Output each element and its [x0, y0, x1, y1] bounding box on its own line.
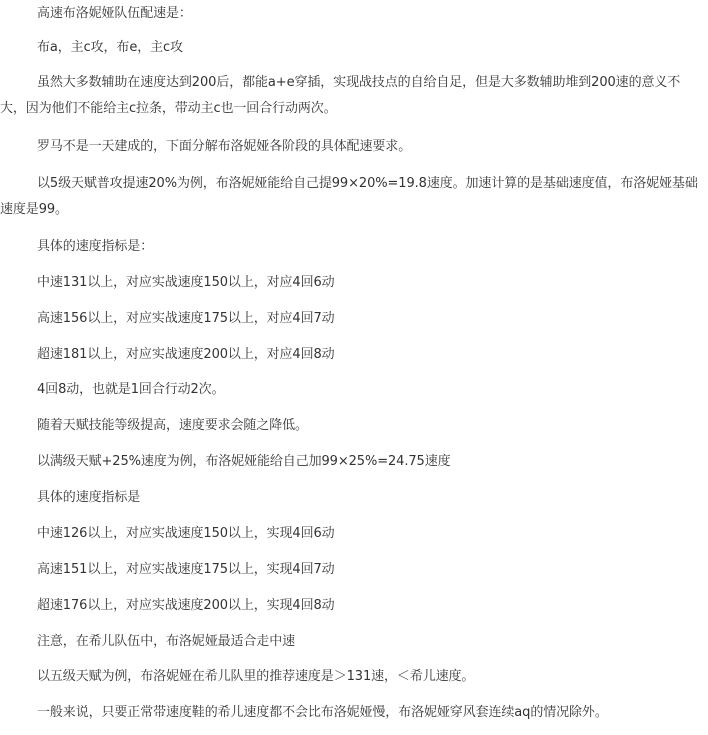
- paragraph-high-speed: 高速156以上，对应实战速度175以上，对应4回7动: [37, 311, 335, 326]
- paragraph-super-speed-2: 超速176以上，对应实战速度200以上，实现4回8动: [37, 598, 335, 613]
- paragraph-4-turns-8-actions: 4回8动，也就是1回合行动2次。: [37, 382, 225, 397]
- paragraph-general-note: 一般来说，只要正常带速度鞋的希儿速度都不会比布洛妮娅慢，布洛妮娅穿风套连续aq的情况除外。: [37, 705, 608, 720]
- paragraph-rome-intro: 罗马不是一天建成的，下面分解布洛妮娅各阶段的具体配速要求。: [37, 139, 412, 154]
- paragraph-recommended-speed: 以五级天赋为例，布洛妮娅在希儿队里的推荐速度是＞131速，＜希儿速度。: [37, 669, 475, 684]
- paragraph-speed-indicators-heading: 具体的速度指标是：: [37, 239, 154, 254]
- paragraph-support-speed-note: 虽然大多数辅助在速度达到200后，都能a+e穿插，实现战技点的自给自足，但是大多数辅助堆到200速的意义不大，因为他们不能给主c拉条，带动主c也一回合行动两次。: [0, 75, 681, 116]
- paragraph-speed-indicators-heading-2: 具体的速度指标是: [37, 490, 141, 505]
- paragraph-seele-team-note: 注意，在希儿队伍中，布洛妮娅最适合走中速: [37, 634, 296, 649]
- paragraph-team-speed-title: 高速布洛妮娅队伍配速是：: [37, 6, 192, 21]
- paragraph-super-speed: 超速181以上，对应实战速度200以上，对应4回8动: [37, 347, 335, 362]
- paragraph-talent-level-note: 随着天赋技能等级提高，速度要求会随之降低。: [37, 418, 308, 433]
- paragraph-medium-speed-2: 中速126以上，对应实战速度150以上，实现4回6动: [37, 526, 335, 541]
- paragraph-max-talent: 以满级天赋+25%速度为例，布洛妮娅能给自己加99×25%=24.75速度: [37, 454, 451, 469]
- paragraph-level5-talent: 以5级天赋普攻提速20%为例，布洛妮娅能给自己提99×20%=19.8速度。加速计算的是基础速度值，布洛妮娅基础速度是99。: [0, 176, 698, 217]
- paragraph-action-order: 布a，主c攻，布e，主c攻: [37, 40, 183, 55]
- paragraph-medium-speed: 中速131以上，对应实战速度150以上，对应4回6动: [37, 275, 335, 290]
- paragraph-high-speed-2: 高速151以上，对应实战速度175以上，实现4回7动: [37, 562, 335, 577]
